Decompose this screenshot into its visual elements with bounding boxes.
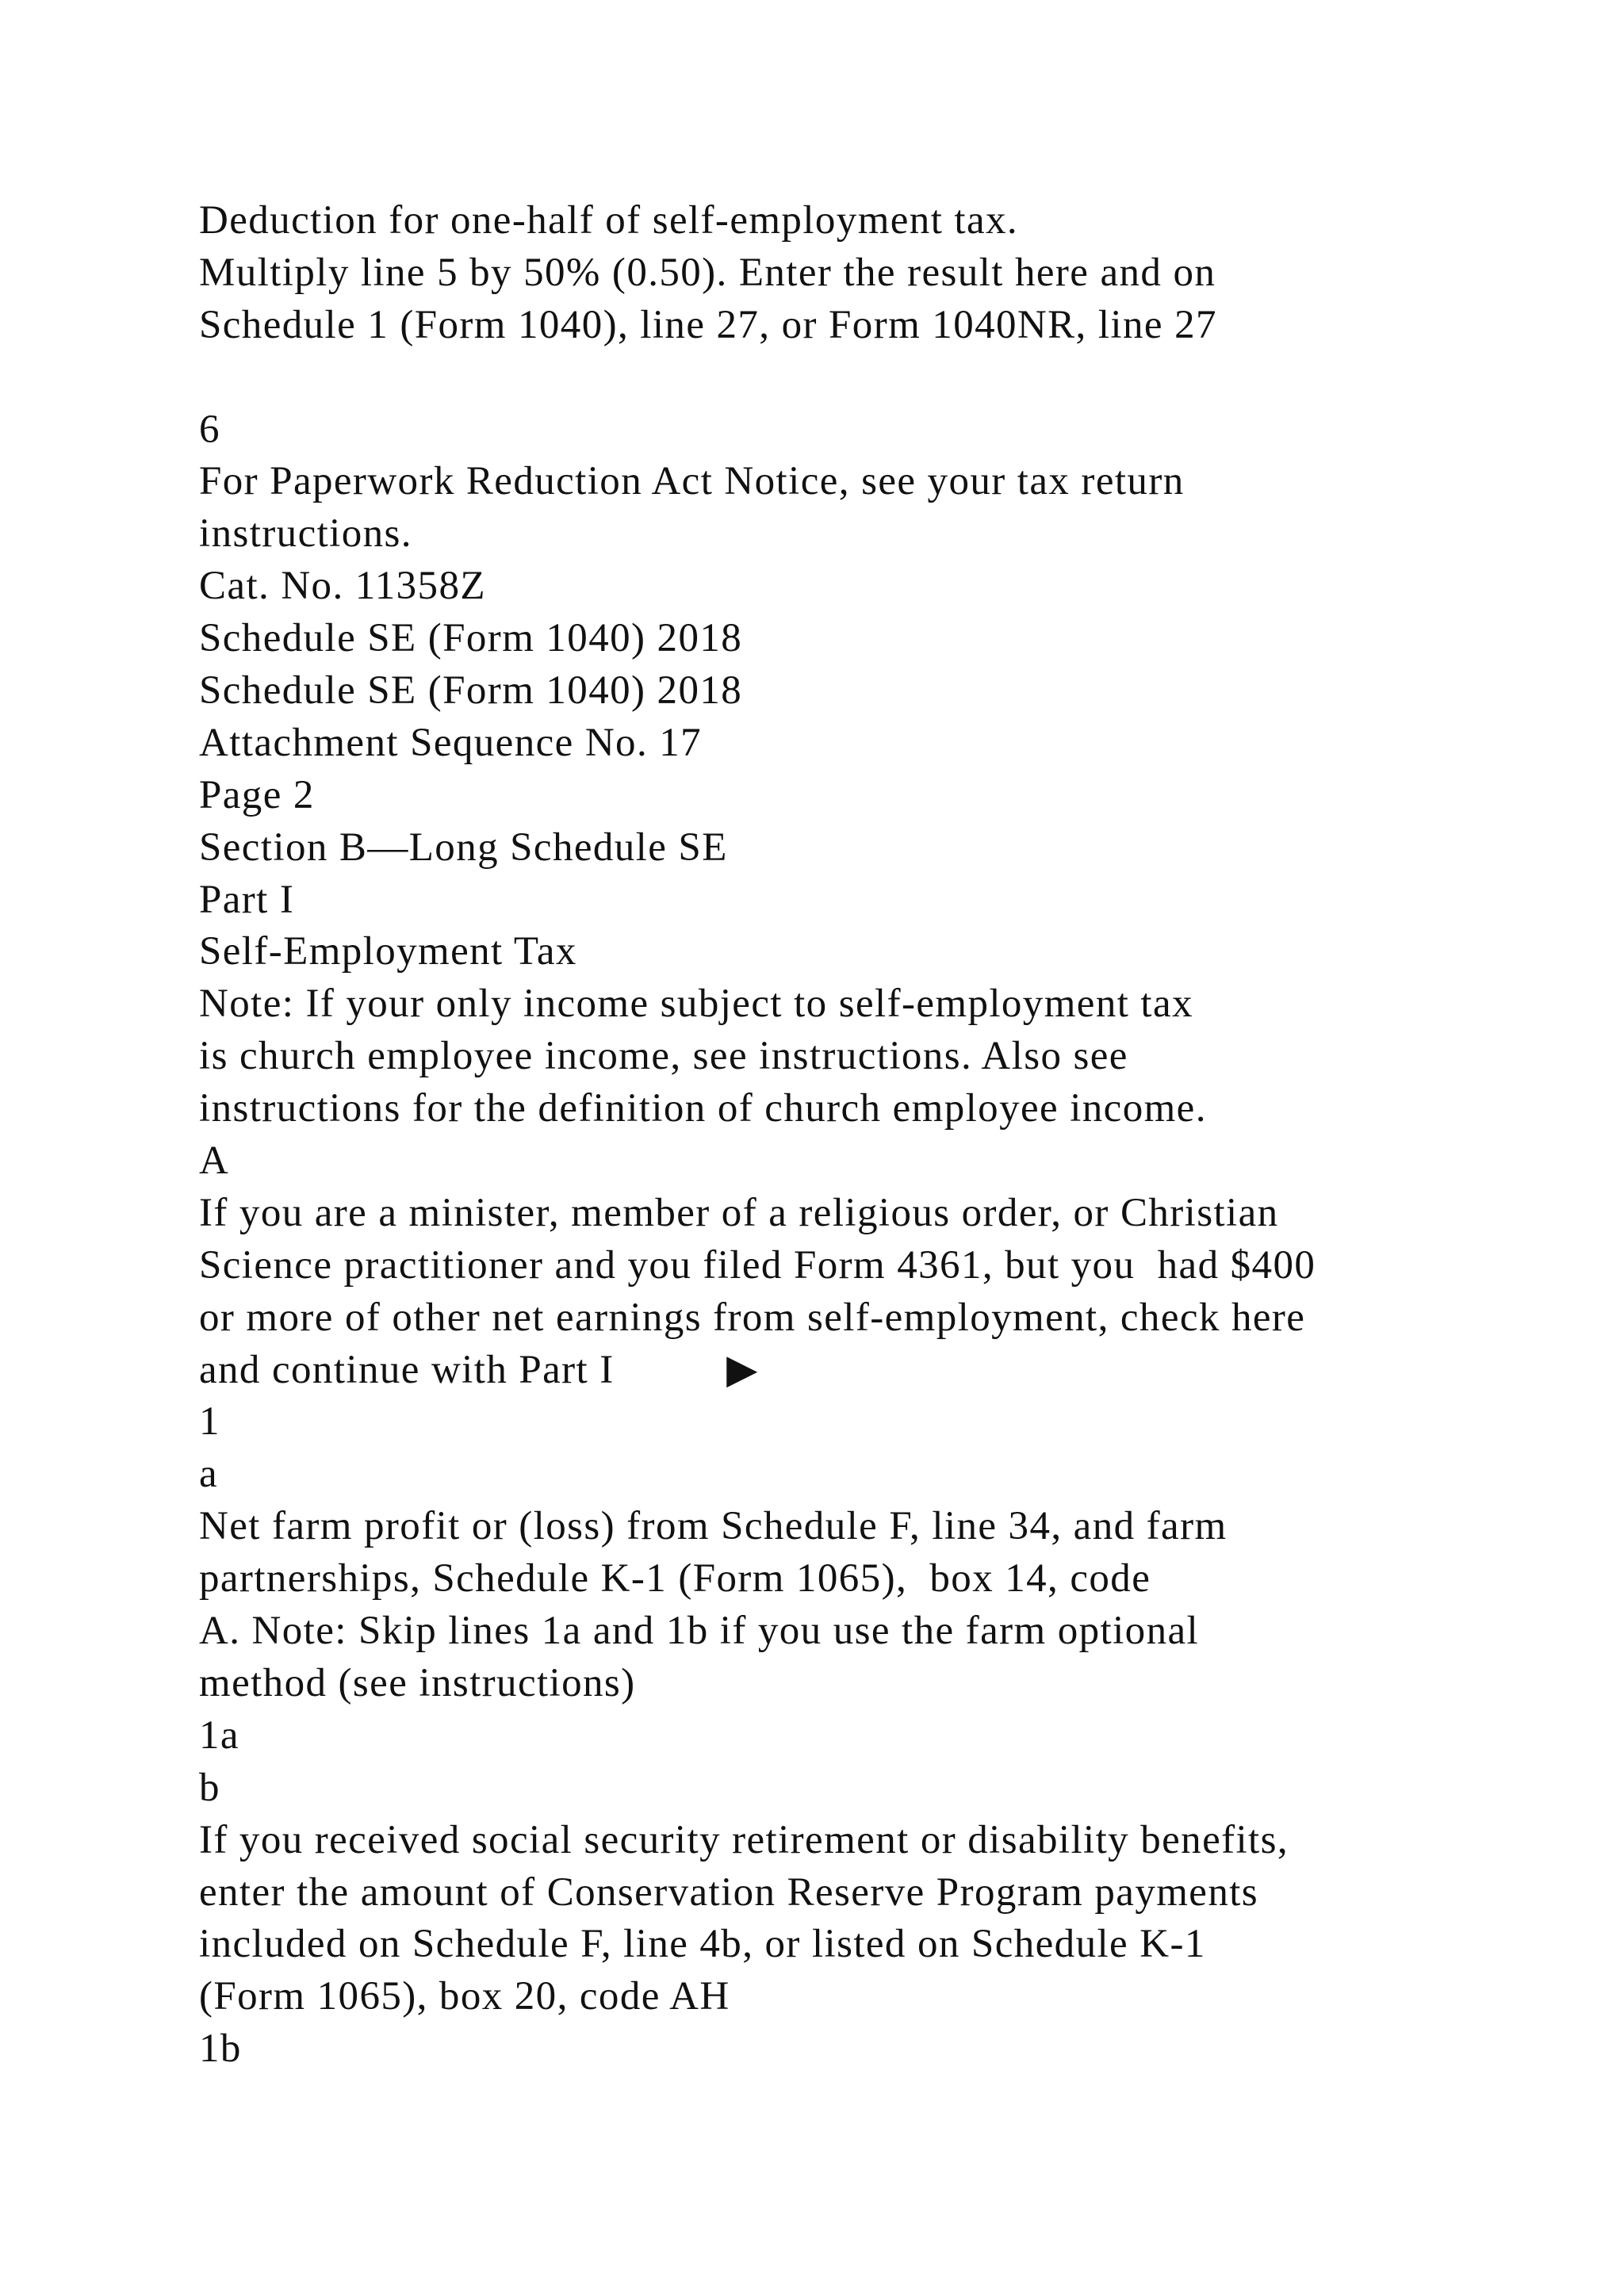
- document-text: [199, 195, 1547, 2076]
- item-label-a: A: [199, 1138, 230, 1184]
- text-line: instructions.: [199, 511, 412, 557]
- line-ref-1a: 1a: [199, 1712, 239, 1758]
- section-heading: Section B—Long Schedule SE: [199, 825, 728, 870]
- note-text: is church employee income, see instructions. Also see: [199, 1034, 1128, 1079]
- text-line: (Form 1065), box 20, code AH: [199, 1974, 730, 2019]
- text-line: included on Schedule F, line 4b, or listed on Schedule K-1: [199, 1922, 1206, 1967]
- text-line-with-arrow: and continue with Part I ▶: [199, 1347, 759, 1392]
- text-line: Multiply line 5 by 50% (0.50). Enter the result here and on: [199, 250, 1216, 295]
- part-label: Part I: [199, 877, 295, 922]
- sub-item-b: b: [199, 1765, 220, 1810]
- text-line: If you received social security retirement or disability benefits,: [199, 1817, 1289, 1862]
- text-line: For Paperwork Reduction Act Notice, see your tax return: [199, 459, 1185, 504]
- note-text: instructions for the definition of church employee income.: [199, 1086, 1207, 1131]
- line-number-1: 1: [199, 1399, 220, 1445]
- note-text: Note: If your only income subject to self-employment tax: [199, 982, 1193, 1027]
- text-line: Science practitioner and you filed Form 4361, but you had $400: [199, 1242, 1316, 1288]
- blank-line: [199, 352, 1547, 404]
- line-ref-1b: 1b: [199, 2026, 242, 2072]
- text-line: enter the amount of Conservation Reserve Program payments: [199, 1869, 1259, 1915]
- text-line: Deduction for one-half of self-employment tax.: [199, 198, 1019, 243]
- form-title: Schedule SE (Form 1040) 2018: [199, 668, 743, 714]
- catalog-number: Cat. No. 11358Z: [199, 564, 486, 609]
- attachment-sequence: Attachment Sequence No. 17: [199, 720, 703, 765]
- part-title: Self-Employment Tax: [199, 929, 577, 974]
- text-line: partnerships, Schedule K-1 (Form 1065), box 14, code: [199, 1556, 1151, 1601]
- form-title: Schedule SE (Form 1040) 2018: [199, 616, 743, 661]
- line-number-6: 6: [199, 407, 220, 452]
- text-line: or more of other net earnings from self-employment, check here: [199, 1295, 1306, 1340]
- text-line: Schedule 1 (Form 1040), line 27, or Form 1040NR, line 27: [199, 302, 1217, 347]
- text-line: Net farm profit or (loss) from Schedule F, line 34, and farm: [199, 1504, 1228, 1549]
- text-line: If you are a minister, member of a religious order, or Christian: [199, 1190, 1279, 1235]
- text-line: A. Note: Skip lines 1a and 1b if you use the farm optional: [199, 1609, 1200, 1654]
- text-line: method (see instructions): [199, 1660, 636, 1705]
- page-number: Page 2: [199, 772, 315, 817]
- sub-item-a: a: [199, 1452, 219, 1497]
